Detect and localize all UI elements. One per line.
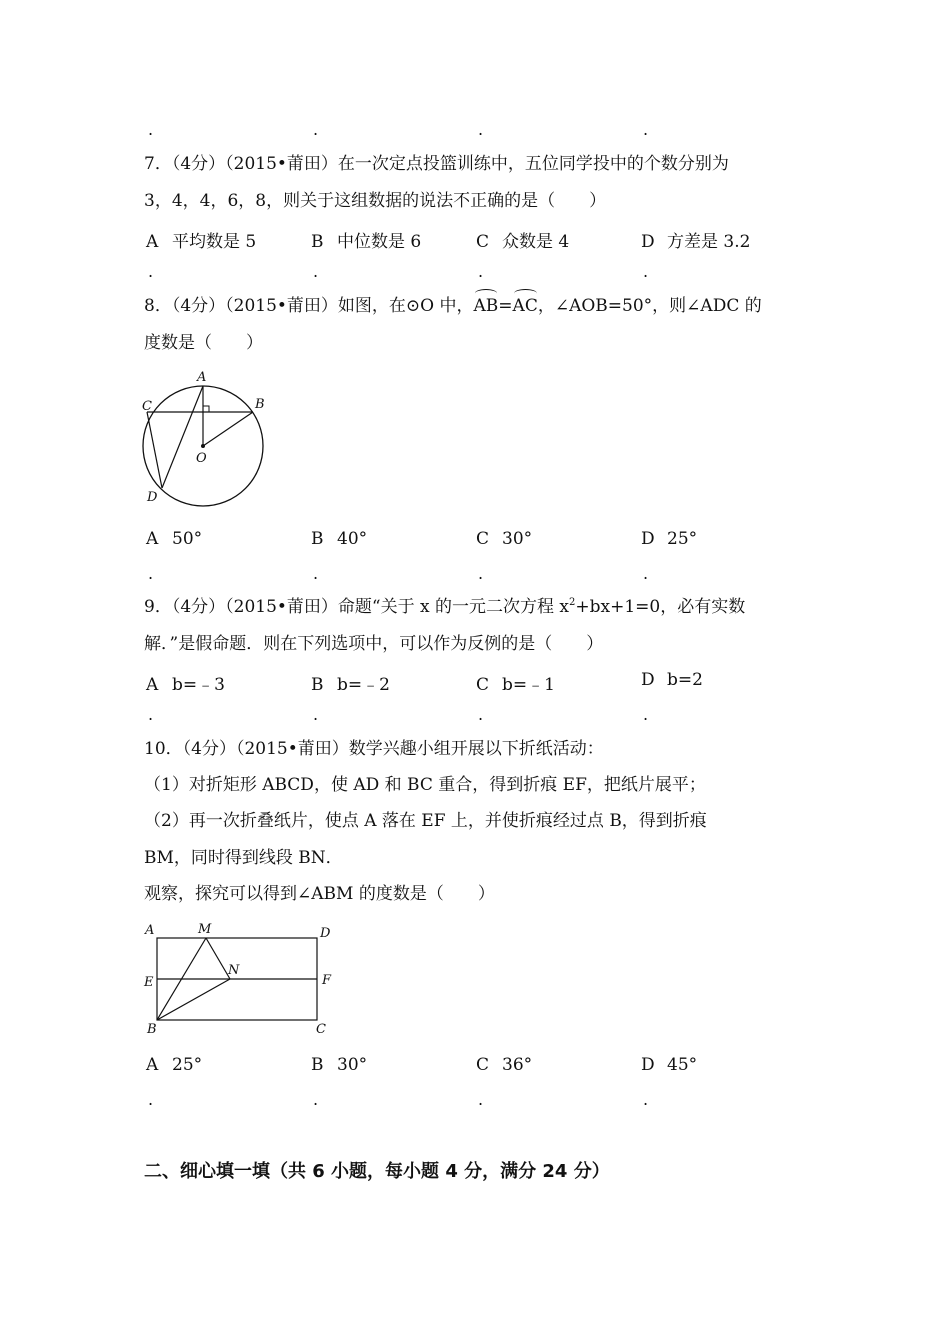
label-d: D [320, 926, 331, 941]
label-o: O [196, 451, 207, 466]
q8-circle-figure [136, 366, 276, 511]
label-a: A [145, 923, 155, 938]
q7-dots-row [0, 262, 950, 282]
label-a: A [197, 370, 207, 385]
q7-stem-line1: 7．（4分）（2015•莆田）在一次定点投篮训练中，五位同学投中的个数分别为 [144, 154, 729, 174]
q10-stem-line4: BM，同时得到线段 BN． [144, 848, 343, 868]
dot: . [643, 564, 649, 583]
dot: . [313, 564, 319, 583]
q8-options [0, 529, 950, 553]
dot: . [478, 705, 484, 724]
arc-ac: AC [512, 296, 538, 316]
label-b: B [147, 1022, 157, 1037]
dot: . [643, 120, 649, 139]
right-angle-mark [203, 406, 209, 412]
section-2-heading: 二、细心填一填（共 6 小题，每小题 4 分，满分 24 分） [144, 1161, 610, 1182]
q10-option-c[interactable]: C 36° [476, 1055, 533, 1075]
q9-option-b[interactable]: B b=﹣2 [311, 675, 390, 695]
q10-option-d[interactable]: D 45° [641, 1055, 698, 1075]
q7-options [0, 227, 950, 251]
dot: . [313, 1090, 319, 1109]
q9-options [0, 670, 950, 694]
q8-option-c[interactable]: C 30° [476, 529, 533, 549]
q10-stem-line5: 观察，探究可以得到∠ABM 的度数是（ ） [144, 884, 495, 904]
label-d: D [147, 490, 158, 505]
arc-ab: AB [473, 296, 499, 316]
label-e: E [144, 975, 154, 990]
chord-ad [162, 386, 203, 488]
dot: . [148, 262, 154, 281]
q9-option-c[interactable]: C b=﹣1 [476, 675, 555, 695]
q10-dots-row [0, 1090, 950, 1110]
dot: . [313, 705, 319, 724]
center-point [201, 444, 205, 448]
radius-ob [203, 412, 253, 446]
dot: . [643, 705, 649, 724]
q10-rectangle-figure [140, 916, 340, 1040]
label-c: C [316, 1022, 326, 1037]
q10-option-a[interactable]: A 25° [146, 1055, 203, 1075]
q8-option-d[interactable]: D 25° [641, 529, 698, 549]
dot: . [643, 1090, 649, 1109]
label-c: C [142, 399, 152, 414]
label-m: M [198, 922, 212, 937]
top-dots-row [0, 120, 950, 140]
dot: . [313, 120, 319, 139]
label-n: N [228, 963, 240, 978]
q9-dots-row [0, 705, 950, 725]
segment-mn [206, 938, 230, 979]
dot: . [148, 1090, 154, 1109]
q8-option-a[interactable]: A 50° [146, 529, 203, 549]
dot: . [478, 1090, 484, 1109]
q10-stem-line1: 10．（4分）（2015•莆田）数学兴趣小组开展以下折纸活动： [144, 739, 604, 759]
dot: . [478, 262, 484, 281]
dot: . [478, 120, 484, 139]
q8-dots-row [0, 564, 950, 584]
q7-option-d[interactable]: D 方差是 3.2 [641, 232, 751, 252]
segment-bn [157, 979, 230, 1020]
q8-stem-line2: 度数是（ ） [144, 333, 263, 353]
q8-option-b[interactable]: B 40° [311, 529, 368, 549]
q10-options [0, 1055, 950, 1079]
q7-stem-line2: 3，4，4，6，8，则关于这组数据的说法不正确的是（ ） [144, 191, 607, 211]
dot: . [148, 564, 154, 583]
q9-stem-line1: 9．（4分）（2015•莆田）命题“关于 x 的一元二次方程 $x^2+bx+1=0$，必有实数 [144, 597, 746, 617]
q7-option-a[interactable]: A 平均数是 5 [146, 232, 257, 252]
dot: . [148, 705, 154, 724]
q7-option-c[interactable]: C 众数是 4 [476, 232, 570, 252]
dot: . [478, 564, 484, 583]
label-b: B [255, 397, 265, 412]
q7-option-b[interactable]: B 中位数是 6 [311, 232, 422, 252]
q8-stem-line1: 8．（4分）（2015•莆田）如图，在⊙O 中，AB=AC，∠AOB=50°，则∠ADC 的 [144, 296, 762, 316]
dot: . [148, 120, 154, 139]
q10-stem-line3: （2）再一次折叠纸片，使点 A 落在 EF 上，并使折痕经过点 B，得到折痕 [144, 811, 707, 831]
chord-cd [147, 412, 162, 488]
q9-option-d[interactable]: D b=2 [641, 670, 703, 690]
dot: . [643, 262, 649, 281]
label-f: F [322, 973, 332, 988]
q10-option-b[interactable]: B 30° [311, 1055, 368, 1075]
q9-option-a[interactable]: A b=﹣3 [146, 675, 225, 695]
q9-stem-line2: 解．”是假命题．则在下列选项中，可以作为反例的是（ ） [144, 634, 604, 654]
dot: . [313, 262, 319, 281]
q10-stem-line2: （1）对折矩形 ABCD，使 AD 和 BC 重合，得到折痕 EF，把纸片展平； [144, 775, 706, 795]
superscript: 2 [569, 597, 576, 608]
